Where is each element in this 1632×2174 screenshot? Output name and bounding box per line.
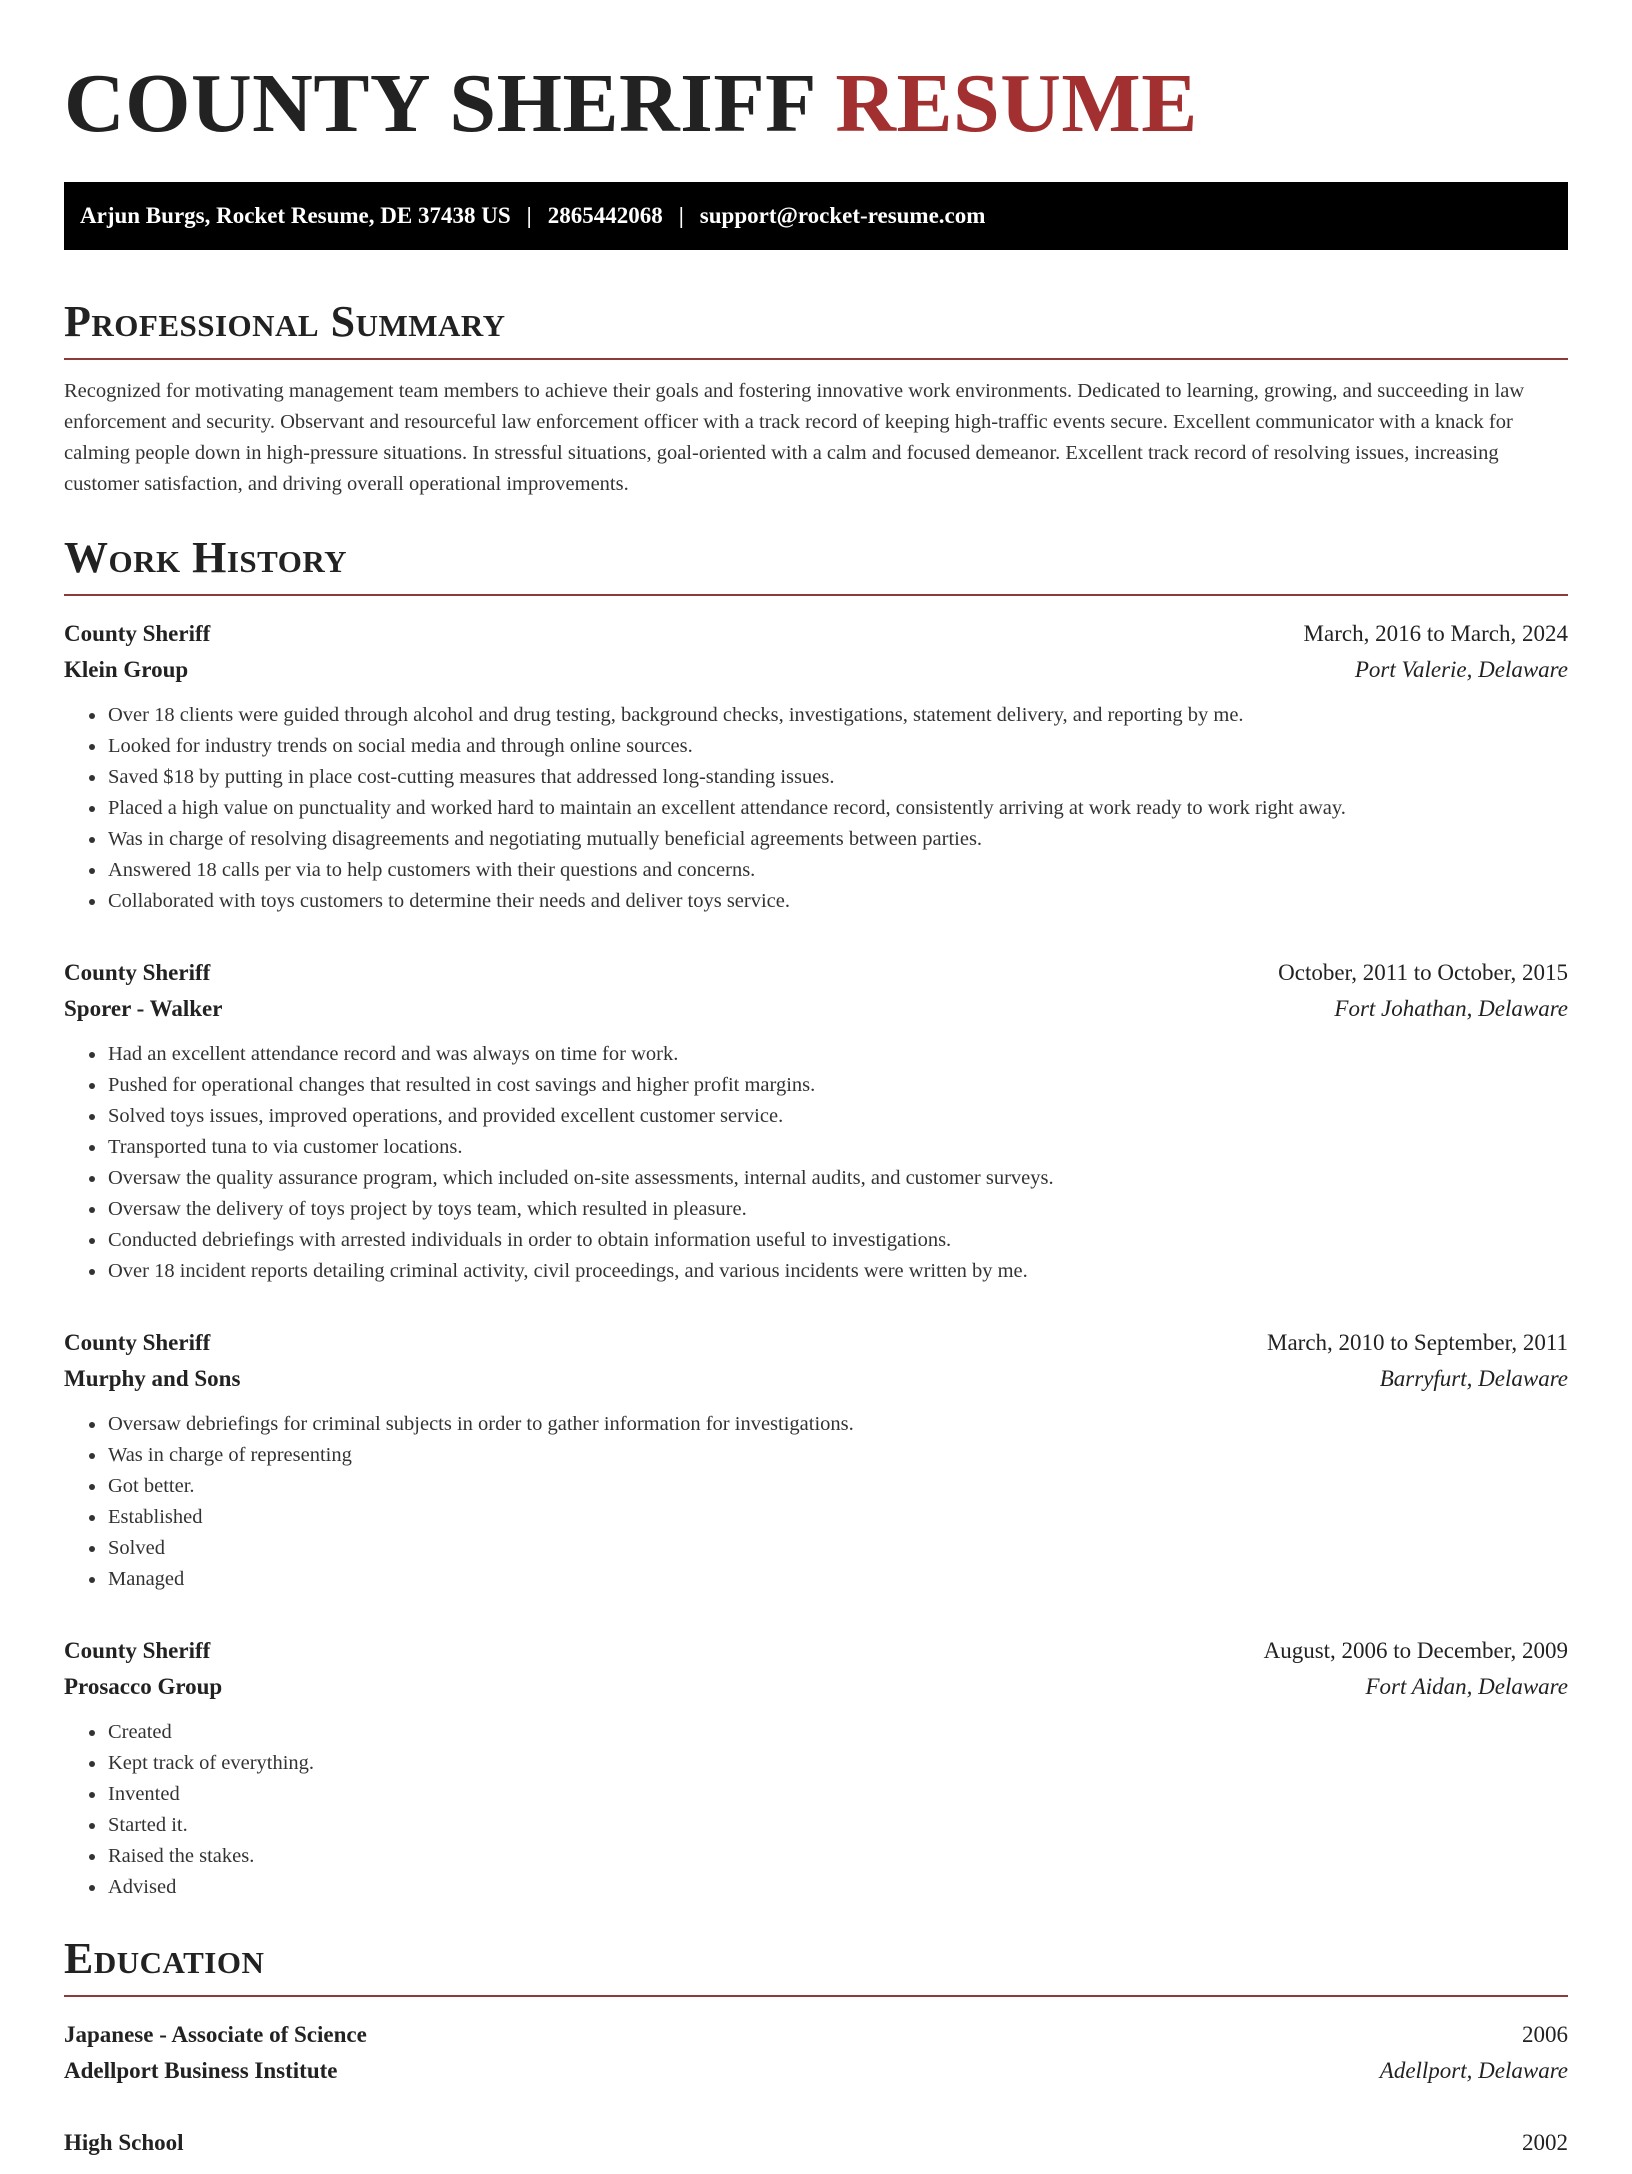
contact-bar	[64, 182, 1568, 250]
contact-separator: |	[526, 203, 532, 228]
contact-address: Arjun Burgs, Rocket Resume, DE 37438 US	[80, 203, 511, 228]
job-location: Fort Aidan, Delaware	[1365, 1674, 1568, 1699]
job-entry	[64, 616, 1568, 917]
job-header-row	[64, 616, 1568, 652]
job-company: Klein Group	[64, 657, 189, 682]
list-item: • Looked for industry trends on social media and through online sources.	[107, 731, 1568, 762]
job-header-row	[64, 1633, 1568, 1669]
title-main: COUNTY SHERIFF	[64, 57, 814, 150]
job-location: Fort Johathan, Delaware	[1334, 996, 1568, 1021]
job-header-row	[64, 955, 1568, 991]
job-dates: August, 2006 to December, 2009	[1263, 1638, 1568, 1663]
job-location: Barryfurt, Delaware	[1379, 1366, 1568, 1391]
list-item: • Had an excellent attendance record and was always on time for work.	[107, 1039, 1568, 1070]
list-item: • Answered 18 calls per via to help customers with their questions and concerns.	[107, 855, 1568, 886]
list-item: • Transported tuna to via customer locations.	[107, 1132, 1568, 1163]
education-school-row	[64, 2053, 1568, 2089]
list-item: • Established	[107, 1502, 1568, 1533]
list-item: • Advised	[107, 1872, 1568, 1903]
education-year: 2006	[1522, 2022, 1568, 2047]
job-title: County Sheriff	[64, 1638, 211, 1663]
job-bullets	[64, 1409, 1568, 1595]
section-divider	[64, 358, 1568, 360]
education-header-row	[64, 2017, 1568, 2053]
education-degree: Japanese - Associate of Science	[64, 2022, 367, 2047]
job-dates: October, 2011 to October, 2015	[1278, 960, 1568, 985]
list-item: • Raised the stakes.	[107, 1841, 1568, 1872]
job-dates: March, 2016 to March, 2024	[1303, 621, 1568, 646]
summary-heading: Professional Summary	[64, 297, 506, 346]
education-entry	[64, 2017, 1568, 2089]
list-item: • Oversaw the delivery of toys project by toys team, which resulted in pleasure.	[107, 1194, 1568, 1225]
list-item: • Pushed for operational changes that resulted in cost savings and higher profit margins.	[107, 1070, 1568, 1101]
job-company: Murphy and Sons	[64, 1366, 241, 1391]
job-entry	[64, 1633, 1568, 1903]
section-divider	[64, 594, 1568, 596]
list-item: • Managed	[107, 1564, 1568, 1595]
list-item: • Created	[107, 1717, 1568, 1748]
contact-separator: |	[678, 203, 684, 228]
education-heading: Education	[64, 1934, 265, 1983]
list-item: • Oversaw debriefings for criminal subjects in order to gather information for investigations.	[107, 1409, 1568, 1440]
contact-email: support@rocket-resume.com	[699, 203, 986, 228]
job-header-row	[64, 1325, 1568, 1361]
job-entry	[64, 955, 1568, 1287]
job-bullets	[64, 1717, 1568, 1903]
list-item: • Placed a high value on punctuality and worked hard to maintain an excellent attendance record, consistently arriving at work ready to work right away.	[107, 793, 1568, 824]
work-history-section	[64, 533, 1568, 1903]
education-location: Adellport, Delaware	[1379, 2058, 1568, 2083]
education-school: Adellport Business Institute	[64, 2058, 338, 2083]
job-bullets	[64, 700, 1568, 917]
job-company-row	[64, 1669, 1568, 1705]
job-company-row	[64, 652, 1568, 688]
job-location: Port Valerie, Delaware	[1354, 657, 1568, 682]
list-item: • Collaborated with toys customers to determine their needs and deliver toys service.	[107, 886, 1568, 917]
list-item: • Over 18 incident reports detailing criminal activity, civil proceedings, and various incidents were written by me.	[107, 1256, 1568, 1287]
job-company-row	[64, 1361, 1568, 1397]
resume-page	[0, 57, 1632, 2174]
job-bullets	[64, 1039, 1568, 1287]
list-item: • Saved $18 by putting in place cost-cutting measures that addressed long-standing issues.	[107, 762, 1568, 793]
section-divider	[64, 1995, 1568, 1997]
list-item: • Invented	[107, 1779, 1568, 1810]
list-item: • Conducted debriefings with arrested individuals in order to obtain information useful to investigations.	[107, 1225, 1568, 1256]
education-header-row	[64, 2125, 1568, 2161]
list-item: • Solved	[107, 1533, 1568, 1564]
education-section	[64, 1934, 1568, 2161]
list-item: • Over 18 clients were guided through alcohol and drug testing, background checks, investigations, statement delivery, and reporting by me.	[107, 700, 1568, 731]
title-accent: RESUME	[835, 57, 1198, 150]
list-item: • Started it.	[107, 1810, 1568, 1841]
education-degree: High School	[64, 2130, 184, 2155]
job-title: County Sheriff	[64, 1330, 211, 1355]
work-history-heading: Work History	[64, 533, 348, 582]
education-year: 2002	[1522, 2130, 1568, 2155]
list-item: • Got better.	[107, 1471, 1568, 1502]
resume-title	[64, 57, 1568, 150]
job-dates: March, 2010 to September, 2011	[1267, 1330, 1568, 1355]
contact-phone: 2865442068	[547, 203, 663, 228]
list-item: • Solved toys issues, improved operations, and provided excellent customer service.	[107, 1101, 1568, 1132]
list-item: • Oversaw the quality assurance program, which included on-site assessments, internal audits, and customer surveys.	[107, 1163, 1568, 1194]
job-company: Prosacco Group	[64, 1674, 223, 1699]
job-company: Sporer - Walker	[64, 996, 223, 1021]
summary-section	[64, 297, 1568, 500]
list-item: • Was in charge of representing	[107, 1440, 1568, 1471]
job-company-row	[64, 991, 1568, 1027]
job-title: County Sheriff	[64, 621, 211, 646]
summary-text: Recognized for motivating management team members to achieve their goals and fostering innovative work environments. Dedicated to learning, growing, and succeeding in law enforcement and security. Observant and resourceful law enforcement officer with a track record of keeping high-traffic events secure. Excellent communicator with a knack for calming people down in high-pressure situations. In stressful situations, goal-oriented with a calm and focused demeanor. Excellent track record of resolving issues, increasing customer satisfaction, and driving overall operational improvements.	[64, 380, 1525, 495]
list-item: • Kept track of everything.	[107, 1748, 1568, 1779]
job-title: County Sheriff	[64, 960, 211, 985]
job-entry	[64, 1325, 1568, 1595]
education-entry	[64, 2125, 1568, 2161]
list-item: • Was in charge of resolving disagreements and negotiating mutually beneficial agreements between parties.	[107, 824, 1568, 855]
